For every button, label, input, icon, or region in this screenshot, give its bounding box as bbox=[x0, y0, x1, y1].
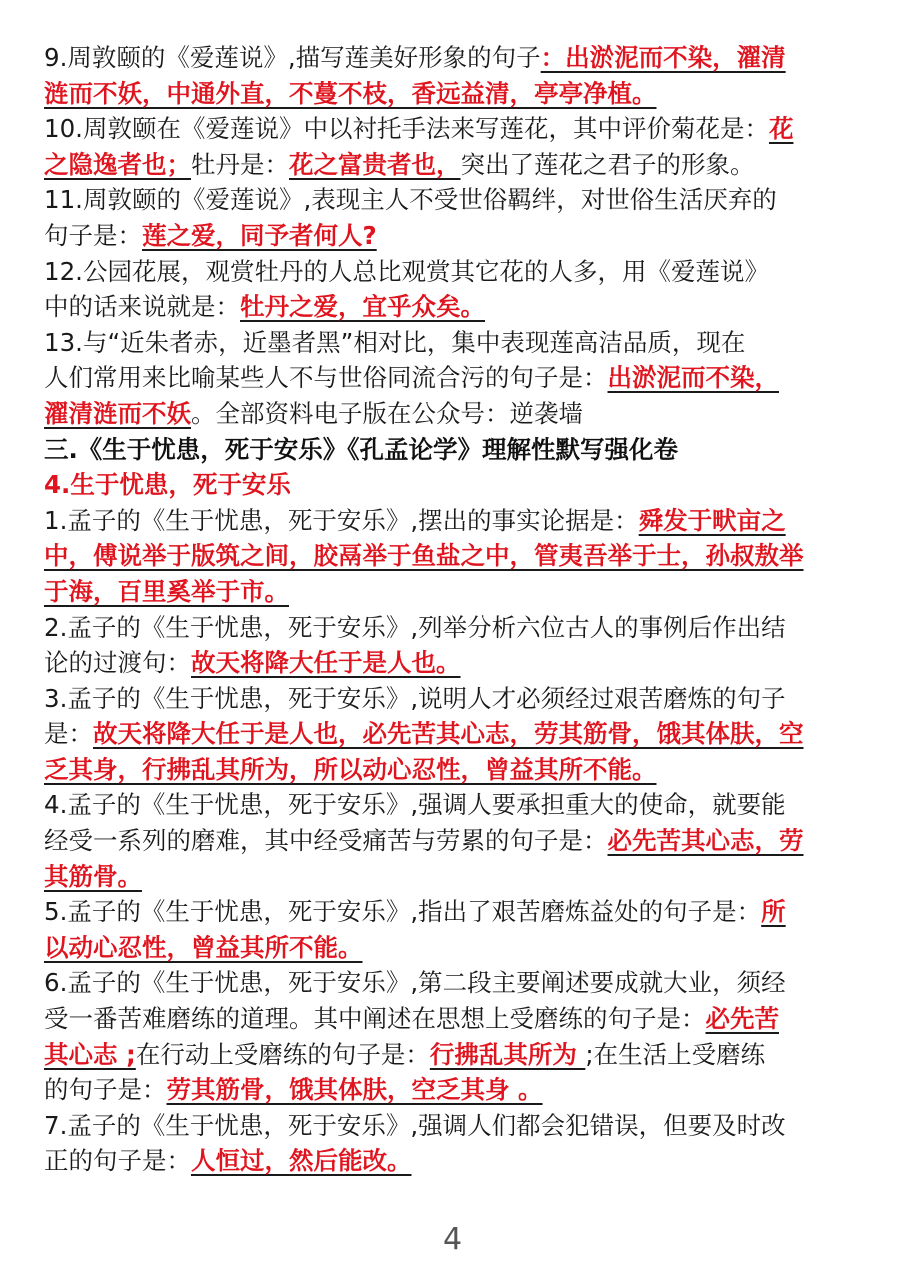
question-text: 中的话来说就是： bbox=[44, 292, 240, 322]
question-text: 受一番苦难磨练的道理。其中阐述在思想上受磨练的句子是： bbox=[44, 1004, 706, 1034]
question-text: 的句子是： bbox=[44, 1075, 167, 1105]
question-text: 7.孟子的《生于忧患，死于安乐》,强调人们都会犯错误，但要及时改 bbox=[44, 1110, 786, 1140]
text-line bbox=[44, 1108, 862, 1144]
answer-text: 于海，百里奚举于市。 bbox=[44, 576, 289, 606]
question-text: 9.周敦颐的《爱莲说》,描写莲美好形象的句子 bbox=[44, 43, 541, 72]
question-text: 1.孟子的《生于忧患，死于安乐》,摆出的事实论据是： bbox=[44, 505, 639, 535]
answer-text: 之隐逸者也； bbox=[44, 149, 191, 179]
answer-text: 以动心忍性，曾益其所不能。 bbox=[44, 932, 363, 962]
text-line bbox=[44, 40, 862, 76]
question-text: 正的句子是： bbox=[44, 1146, 191, 1176]
answer-text: 花 bbox=[768, 114, 794, 144]
text-line bbox=[44, 396, 862, 432]
question-text: 13.与“近朱者赤，近墨者黑”相对比，集中表现莲高洁品质，现在 bbox=[44, 327, 746, 357]
text-line bbox=[44, 289, 862, 325]
question-text: 句子是： bbox=[44, 220, 142, 250]
text-line bbox=[44, 538, 862, 574]
answer-text: 涟而不妖，中通外直，不蔓不枝，香远益清，亭亭净植。 bbox=[44, 78, 657, 108]
subsection-heading: 4.生于忧患，死于安乐 bbox=[44, 470, 291, 500]
document-body bbox=[44, 40, 862, 1179]
text-line bbox=[44, 645, 862, 681]
text-line bbox=[44, 965, 862, 1001]
question-text: 2.孟子的《生于忧患，死于安乐》,列举分析六位古人的事例后作出结 bbox=[44, 612, 786, 642]
text-line bbox=[44, 1001, 862, 1037]
question-text: 12.公园花展，观赏牡丹的人总比观赏其它花的人多，用《爱莲说》 bbox=[44, 256, 769, 286]
text-line bbox=[44, 716, 862, 752]
text-line bbox=[44, 432, 862, 468]
section-heading: 三.《生于忧患，死于安乐》《孔孟论学》理解性默写强化卷 bbox=[44, 434, 679, 464]
text-line bbox=[44, 182, 862, 218]
answer-text: 莲之爱，同予者何人? bbox=[142, 220, 377, 250]
answer-text: 劳其筋骨，饿其体肤，空乏其身 。 bbox=[166, 1075, 543, 1105]
text-line bbox=[44, 610, 862, 646]
answer-text: 舜发于畎亩之 bbox=[638, 505, 786, 535]
answer-text: 花之富贵者也， bbox=[289, 149, 461, 179]
question-text: 论的过渡句： bbox=[44, 648, 191, 678]
question-text: 经受一系列的磨难，其中经受痛苦与劳累的句子是： bbox=[44, 826, 608, 856]
text-line bbox=[44, 823, 862, 859]
answer-text: 行拂乱其所为 bbox=[429, 1039, 586, 1069]
question-text: 5.孟子的《生于忧患，死于安乐》,指出了艰苦磨炼益处的句子是： bbox=[44, 897, 762, 927]
text-line bbox=[44, 254, 862, 290]
answer-text: ：出淤泥而不染，濯清 bbox=[540, 43, 786, 72]
answer-text: 必先苦其心志，劳 bbox=[607, 826, 804, 856]
question-text: 11.周敦颐的《爱莲说》,表现主人不受世俗羁绊，对世俗生活厌弃的 bbox=[44, 185, 777, 215]
answer-text: 故天将降大任于是人也。 bbox=[191, 648, 461, 678]
answer-text: 故天将降大任于是人也，必先苦其心志，劳其筋骨，饿其体肤，空 bbox=[93, 719, 804, 749]
answer-text: 其筋骨。 bbox=[44, 861, 142, 891]
answer-text: 濯清涟而不妖 bbox=[44, 398, 191, 428]
text-line bbox=[44, 325, 862, 361]
answer-text: 出淤泥而不染， bbox=[607, 363, 779, 393]
text-line bbox=[44, 894, 862, 930]
text-line bbox=[44, 1037, 862, 1073]
answer-text: 其心志 ; bbox=[44, 1039, 136, 1069]
question-text: 牡丹是： bbox=[191, 149, 289, 179]
text-line bbox=[44, 360, 862, 396]
text-line bbox=[44, 1143, 862, 1179]
text-line bbox=[44, 76, 862, 112]
answer-text: 牡丹之爱，宜乎众矣。 bbox=[240, 292, 485, 322]
answer-text: 必先苦 bbox=[705, 1004, 779, 1034]
answer-text: 所 bbox=[761, 897, 786, 927]
text-line bbox=[44, 752, 862, 788]
question-text: 突出了莲花之君子的形象。 bbox=[460, 149, 755, 179]
question-text: 3.孟子的《生于忧患，死于安乐》,说明人才必须经过艰苦磨炼的句子 bbox=[44, 683, 786, 713]
question-text: 是： bbox=[44, 719, 93, 749]
text-line bbox=[44, 859, 862, 895]
answer-text: 人恒过，然后能改。 bbox=[191, 1146, 412, 1176]
page-number: 4 bbox=[442, 1222, 463, 1257]
question-text: 。全部资料电子版在公众号：逆袭墙 bbox=[191, 398, 583, 428]
text-line bbox=[44, 218, 862, 254]
answer-text: 乏其身，行拂乱其所为，所以动心忍性，曾益其所不能。 bbox=[44, 754, 657, 784]
question-text: 10.周敦颐在《爱莲说》中以衬托手法来写莲花，其中评价菊花是： bbox=[44, 114, 769, 144]
text-line bbox=[44, 503, 862, 539]
question-text: ;在生活上受磨练 bbox=[585, 1039, 766, 1069]
text-line bbox=[44, 930, 862, 966]
question-text: 人们常用来比喻某些人不与世俗同流合污的句子是： bbox=[44, 363, 608, 393]
question-text: 6.孟子的《生于忧患，死于安乐》,第二段主要阐述要成就大业，须经 bbox=[44, 968, 786, 998]
text-line bbox=[44, 147, 862, 183]
answer-text: 中，傅说举于版筑之间，胶鬲举于鱼盐之中，管夷吾举于士，孙叔敖举 bbox=[44, 541, 804, 571]
text-line bbox=[44, 787, 862, 823]
question-text: 在行动上受磨练的句子是： bbox=[135, 1039, 430, 1069]
text-line bbox=[44, 1072, 862, 1108]
question-text: 4.孟子的《生于忧患，死于安乐》,强调人要承担重大的使命，就要能 bbox=[44, 790, 786, 820]
text-line bbox=[44, 681, 862, 717]
text-line bbox=[44, 467, 862, 503]
text-line bbox=[44, 111, 862, 147]
text-line bbox=[44, 574, 862, 610]
